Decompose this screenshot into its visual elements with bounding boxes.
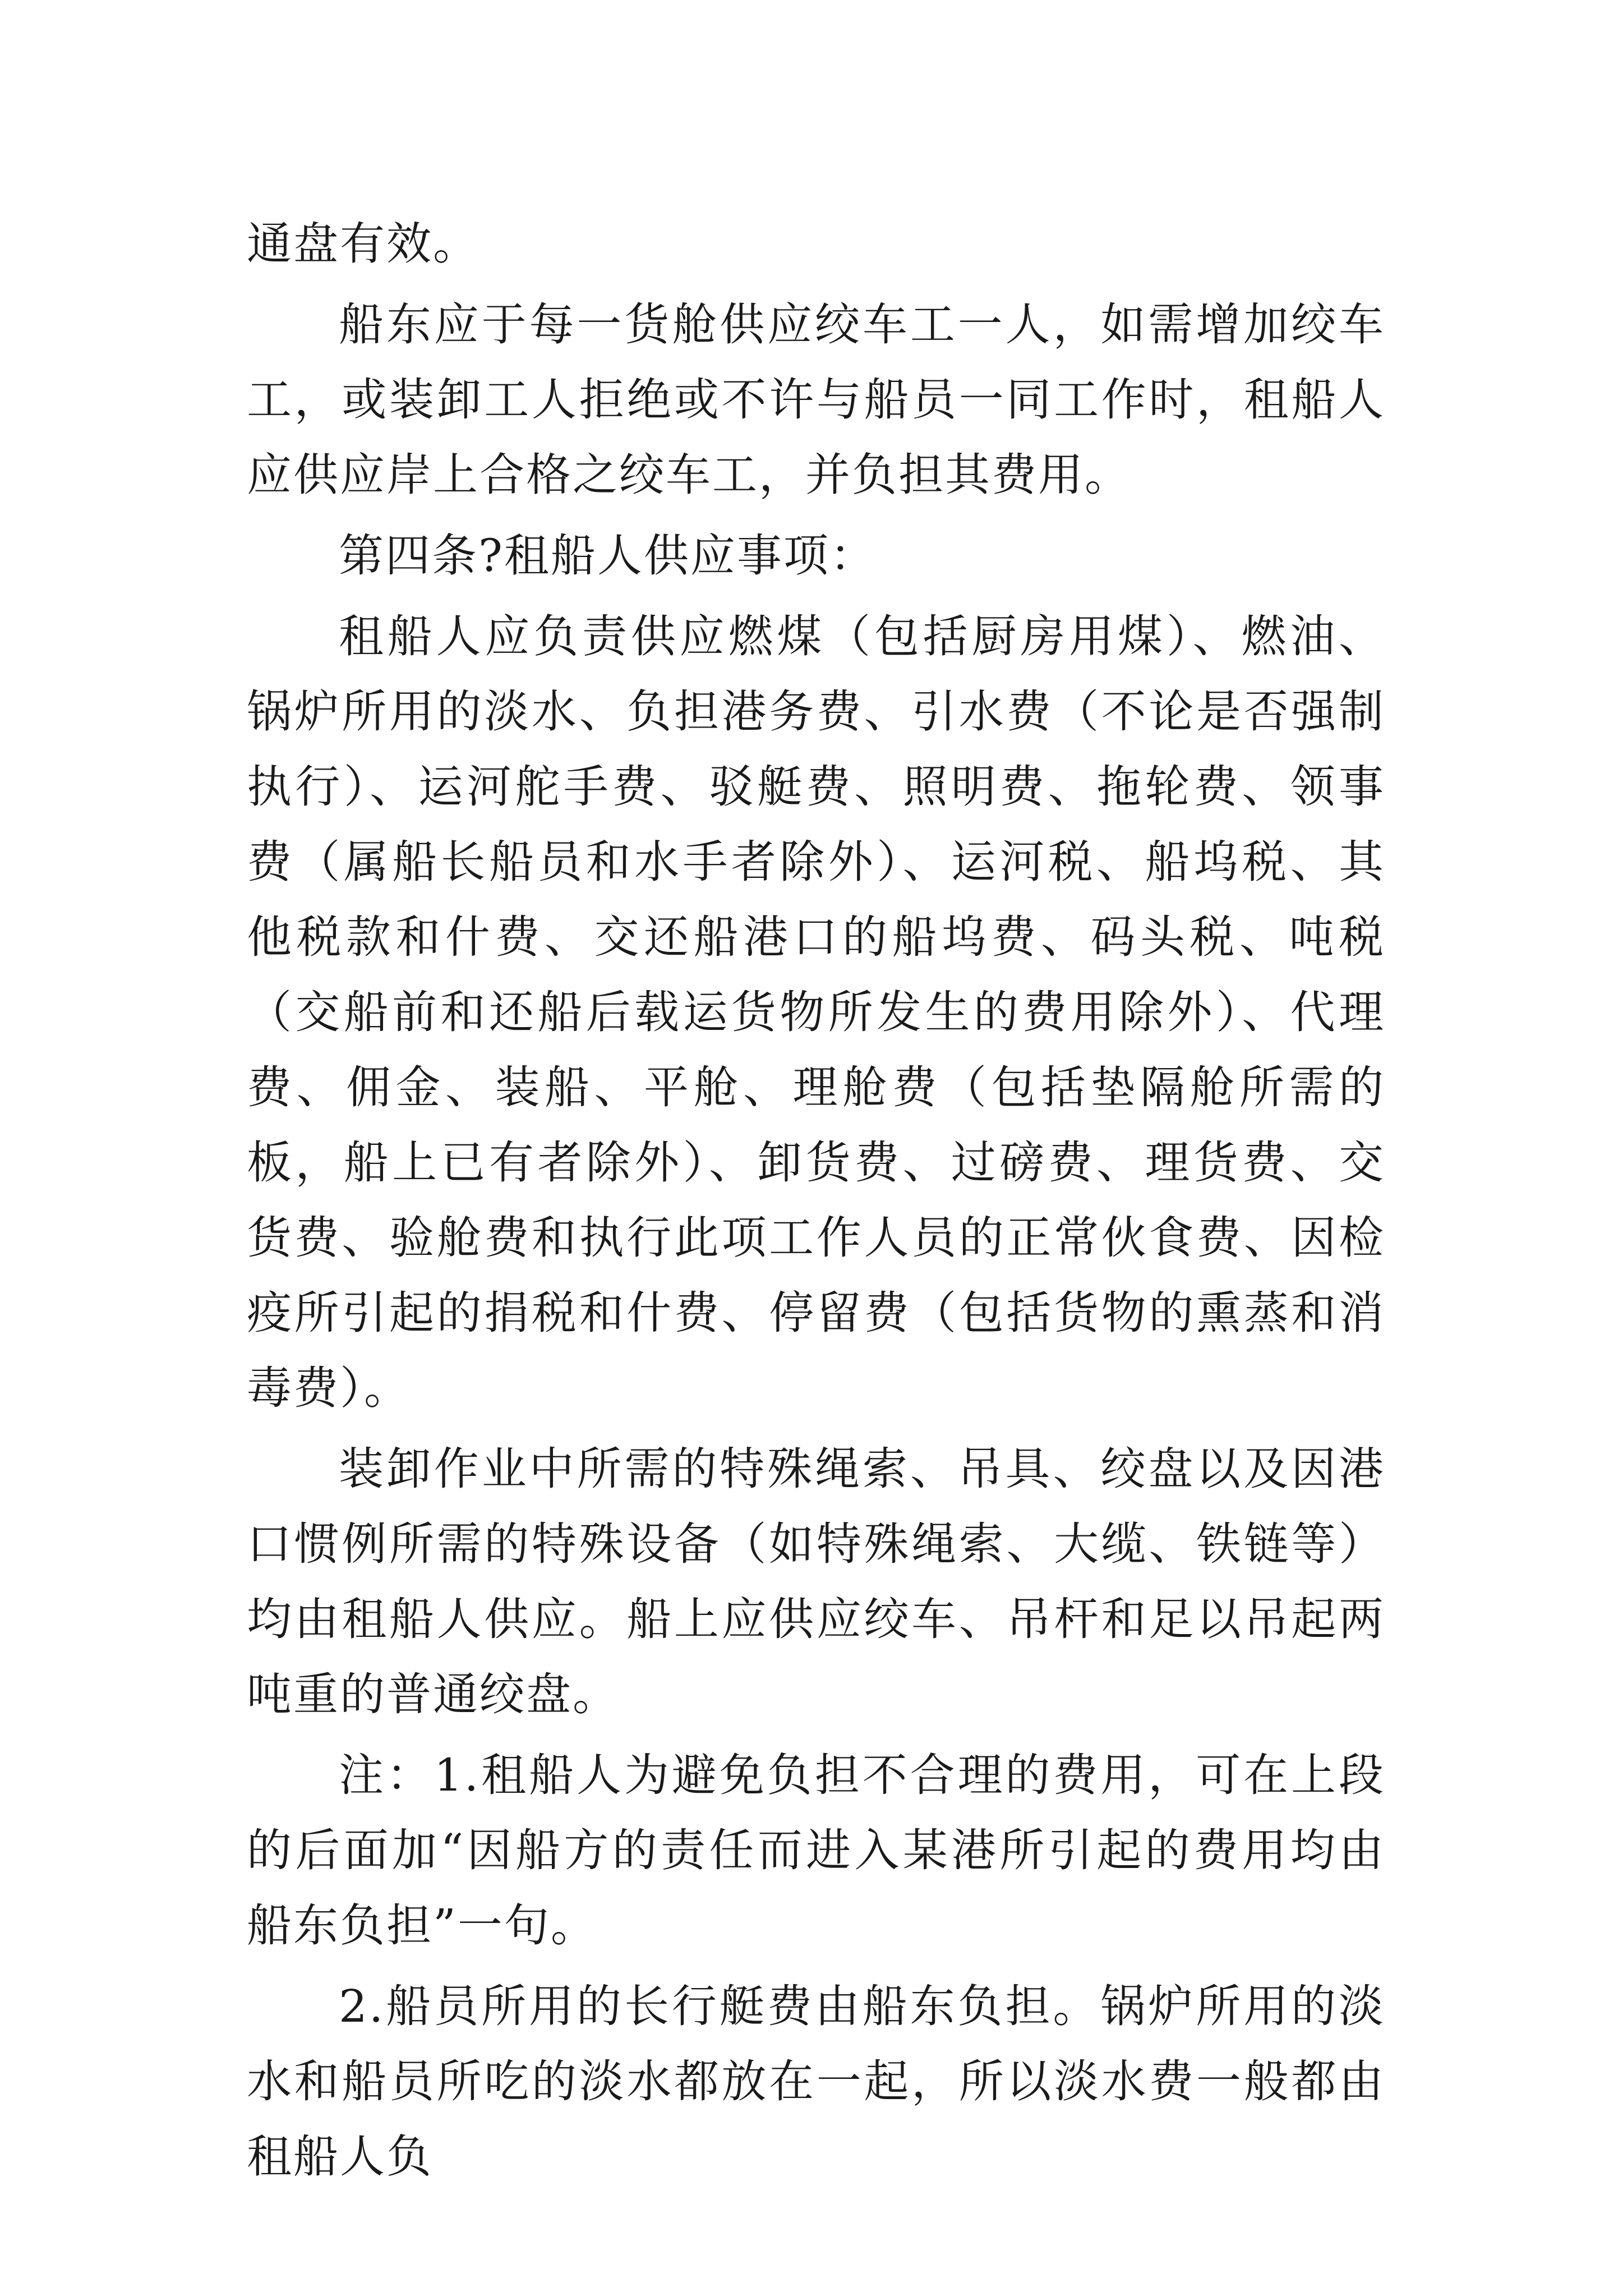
section-heading: 第四条?租船人供应事项： (339, 530, 877, 582)
paragraph: 船东应于每一货舱供应绞车工一人，如需增加绞车工，或装卸工人拒绝或不许与船员一同工作时，租船人应供应岸上合格之绞车工，并负担其费用。 (247, 298, 1385, 501)
paragraph: 通盘有效。 (247, 218, 479, 270)
document-body (247, 206, 1385, 2200)
paragraph: 租船人应负责供应燃煤（包括厨房用煤）、燃油、锅炉所用的淡水、负担港务费、引水费（不论是否强制执行）、运河舵手费、驳艇费、照明费、拖轮费、领事费（属船长船员和水手者除外）、运河税、船坞税、其他税款和什费、交还船港口的船坞费、码头税、吨税（交船前和还船后载运货物所发生的费用除外）、代理费、佣金、装船、平舱、理舱费（包括垫隔舱所需的板，船上已有者除外）、卸货费、过磅费、理货费、交货费、验舱费和执行此项工作人员的正常伙食费、因检疫所引起的捐税和什费、停留费（包括货物的熏蒸和消毒费）。 (247, 610, 1385, 1414)
note-paragraph: 注：1.租船人为避免负担不合理的费用，可在上段的后面加“因船方的责任而进入某港所引起的费用均由船东负担”一句。 (247, 1749, 1385, 1952)
paragraph: 装卸作业中所需的特殊绳索、吊具、绞盘以及因港口惯例所需的特殊设备（如特殊绳索、大缆、铁链等）均由租船人供应。船上应供应绞车、吊杆和足以吊起两吨重的普通绞盘。 (247, 1443, 1385, 1720)
note-paragraph: 2.船员所用的长行艇费由船东负担。锅炉所用的淡水和船员所吃的淡水都放在一起，所以淡水费一般都由租船人负 (247, 1980, 1385, 2183)
